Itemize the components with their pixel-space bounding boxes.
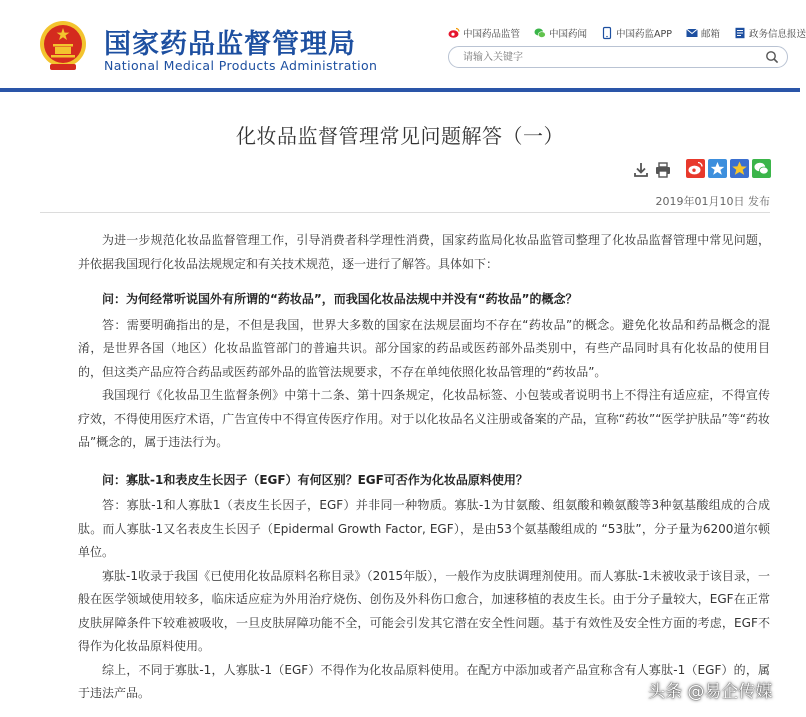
link-wechat-label: 中国药闻 <box>549 29 588 40</box>
answer-1-paragraph-1: 答：需要明确指出的是，不但是我国，世界大多数的国家在法规层面均不存在“药妆品”的概念。避免化妆品和药品概念的混淆，是世界各国（地区）化妆品监管部门的普遍共识。部分国家的药品或医药部外品类别中，有些产品同时具有化妆品的使用目的，但这类产品应符合药品或医药部外品的监管法规要求，不存在单纯依照化妆品管理的“药妆品”。 <box>78 317 770 379</box>
date-value: 2019年01月10日 <box>655 195 745 208</box>
national-emblem-icon <box>38 17 88 75</box>
mail-icon <box>686 27 698 39</box>
question-1: 问：为何经常听说国外有所谓的“药妆品”，而我国化妆品法规中并没有“药妆品”的概念？ <box>102 292 578 306</box>
link-weibo-label: 中国药品监管 <box>463 29 521 40</box>
watermark-text: 头条 @易企传媒 <box>648 681 773 702</box>
watermark <box>620 674 772 704</box>
question-2: 问：寡肽-1和表皮生长因子（EGF）有何区别？EGF可否作为化妆品原料使用？ <box>102 472 528 487</box>
intro-paragraph: 为进一步规范化妆品监督管理工作，引导消费者科学理性消费，国家药监局化妆品监管司整理了化妆品监督管理中常见问题，并依据我国现行化妆品法规规定和有关技术规范，逐一进行了解答。具体如下： <box>78 233 770 271</box>
article-title: 化妆品监督管理常见问题解答（一） <box>236 124 564 148</box>
wechat-icon <box>534 27 546 39</box>
qzone-share-icon[interactable] <box>708 159 727 178</box>
search-icon[interactable] <box>765 50 779 64</box>
download-icon[interactable] <box>632 161 650 179</box>
article-body <box>78 229 773 706</box>
top-links <box>448 25 806 41</box>
link-report[interactable] <box>734 26 806 40</box>
article-tools <box>632 160 676 180</box>
mobile-app-icon <box>601 27 613 39</box>
answer-2-paragraph-3: 综上，不同于寡肽-1，人寡肽-1（EGF）不得作为化妆品原料使用。在配方中添加或者产品宣称含有人寡肽-1（EGF）的，属于违法产品。 <box>78 662 770 700</box>
link-weibo[interactable] <box>448 26 520 40</box>
weibo-icon <box>448 27 460 39</box>
answer-2-paragraph-1: 答：寡肽-1和人寡肽1（表皮生长因子，EGF）并非同一种物质。寡肽-1为甘氨酸、组氨酸和赖氨酸等3种氨基酸组成的合成肽。而人寡肽-1又名表皮生长因子（Epidermal Growth Factor, EGF），是由53个氨基酸组成的 “53肽”，分子量为6200道尔顿单位。 <box>78 498 770 559</box>
publish-label: 发布 <box>748 195 770 208</box>
answer-2-paragraph-2: 寡肽-1收录于我国《已使用化妆品原料名称目录》（2015年版），一般作为皮肤调理剂使用。而人寡肽-1未被收录于该目录，一般在医学领域使用较多，临床适应症为外用治疗烧伤、创伤及外科伤口愈合，加速移植的表皮生长。由于分子量较大，EGF在正常皮肤屏障条件下较难被吸收，一旦皮肤屏障功能不全，可能会引发其它潜在安全性问题。基于有效性及安全性方面的考虑，EGF不得作为化妆品原料使用。 <box>78 568 770 653</box>
header-rule <box>0 88 800 92</box>
favorite-share-icon[interactable] <box>730 159 749 178</box>
answer-1-paragraph-2: 我国现行《化妆品卫生监督条例》中第十二条、第十四条规定，化妆品标签、小包装或者说明书上不得注有适应症，不得宣传疗效，不得使用医疗术语，广告宣传中不得宣传医疗作用。对于以化妆品名义注册或备案的产品，宣称“药妆”“医学护肤品”等“药妆品”概念的，属于违法行为。 <box>78 388 770 449</box>
search-box <box>448 46 788 68</box>
link-mail[interactable] <box>686 26 720 40</box>
title-divider <box>40 212 770 213</box>
link-app-label: 中国药监APP <box>616 29 672 40</box>
wechat-share-icon[interactable] <box>752 159 771 178</box>
weibo-share-icon[interactable] <box>686 159 705 178</box>
publish-date <box>656 193 771 209</box>
site-name-en: National Medical Products Administration <box>104 58 378 73</box>
site-header <box>0 0 806 90</box>
report-icon <box>734 27 746 39</box>
link-wechat[interactable] <box>534 26 587 40</box>
share-bar <box>686 159 774 178</box>
site-name-cn[interactable]: 国家药品监督管理局 <box>104 29 356 60</box>
search-input[interactable] <box>463 49 753 65</box>
link-app[interactable] <box>601 26 672 40</box>
print-icon[interactable] <box>654 161 672 179</box>
link-report-label: 政务信息报送 <box>749 29 806 40</box>
link-mail-label: 邮箱 <box>701 29 721 40</box>
toutiao-logo-icon <box>620 678 642 700</box>
